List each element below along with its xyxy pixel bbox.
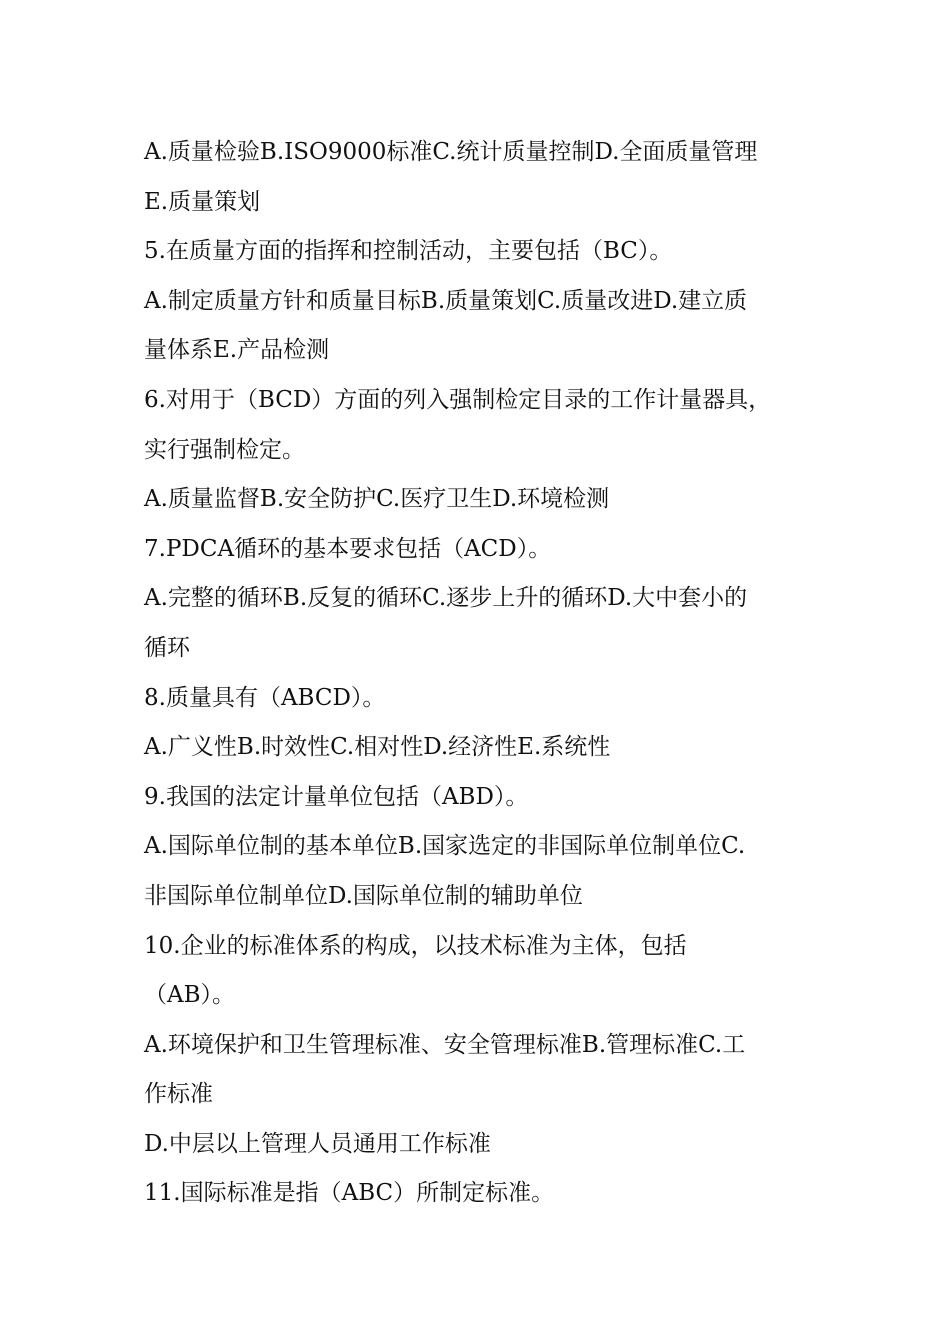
text-line: E.质量策划 <box>144 188 261 215</box>
text-line: A.质量检验B.ISO9000标准C.统计质量控制D.全面质量管理 <box>144 139 758 165</box>
text-line: A.环境保护和卫生管理标准、安全管理标准B.管理标准C.工 <box>144 1031 746 1058</box>
text-line: （AB）。 <box>144 982 236 1009</box>
text-line: 实行强制检定。 <box>144 436 305 463</box>
text-line: 非国际单位制单位D.国际单位制的辅助单位 <box>144 882 583 909</box>
question-line: 5.在质量方面的指挥和控制活动，主要包括（BC）。 <box>144 238 673 265</box>
question-line: 11.国际标准是指（ABC）所制定标准。 <box>144 1180 555 1207</box>
text-line: A.制定质量方针和质量目标B.质量策划C.质量改进D.建立质 <box>144 287 748 314</box>
text-line: A.质量监督B.安全防护C.医疗卫生D.环境检测 <box>144 486 610 513</box>
text-line: 作标准 <box>144 1081 213 1108</box>
text-line: A.完整的循环B.反复的循环C.逐步上升的循环D.大中套小的 <box>144 585 748 612</box>
text-line: D.中层以上管理人员通用工作标准 <box>144 1130 491 1157</box>
question-line: 8.质量具有（ABCD）。 <box>144 684 386 711</box>
text-line: 循环 <box>144 634 190 661</box>
text-line: A.广义性B.时效性C.相对性D.经济性E.系统性 <box>144 734 611 761</box>
question-line: 7.PDCA循环的基本要求包括（ACD）。 <box>144 535 552 562</box>
question-line: 6.对用于（BCD）方面的列入强制检定目录的工作计量器具， <box>144 386 772 413</box>
question-line: 10.企业的标准体系的构成，以技术标准为主体，包括 <box>144 932 687 959</box>
document-body <box>144 128 810 1219</box>
text-line: A.国际单位制的基本单位B.国家选定的非国际单位制单位C. <box>144 833 746 860</box>
text-line: 量体系E.产品检测 <box>144 337 330 364</box>
question-line: 9.我国的法定计量单位包括（ABD）。 <box>144 783 529 810</box>
